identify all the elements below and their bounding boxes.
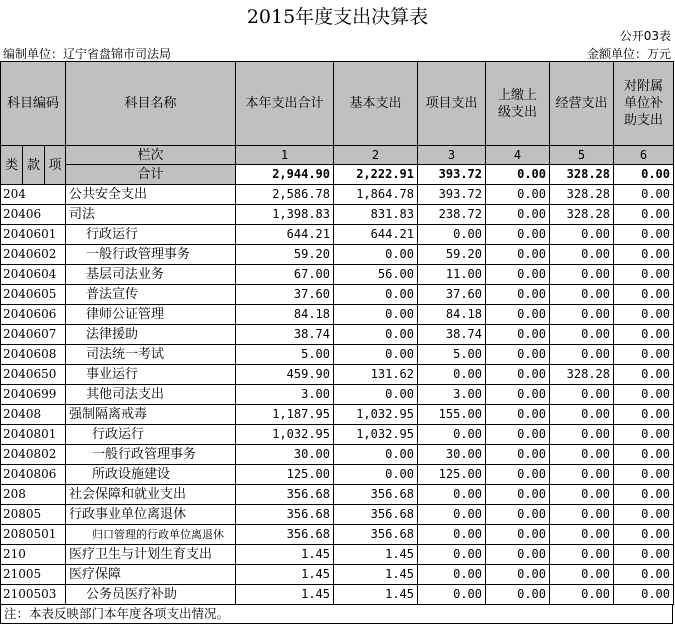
amount-cell: 30.00 (418, 445, 486, 465)
header-upper: 上缴上级支出 (486, 62, 550, 146)
amount-cell: 0.00 (486, 385, 550, 405)
amount-cell: 459.90 (236, 365, 334, 385)
amount-cell: 56.00 (334, 265, 418, 285)
amount-cell: 0.00 (418, 365, 486, 385)
amount-cell: 0.00 (614, 545, 674, 565)
subject-code: 2040605 (1, 285, 66, 305)
subject-code: 2040802 (1, 445, 66, 465)
amount-cell: 0.00 (418, 545, 486, 565)
amount-cell: 0.00 (486, 225, 550, 245)
report-title: 2015年度支出决算表 (246, 6, 429, 28)
amount-cell: 84.18 (418, 305, 486, 325)
header-subject-code: 科目编码 (1, 62, 66, 146)
table-row (1, 565, 674, 585)
column-number: 6 (614, 146, 674, 165)
amount-cell: 0.00 (614, 445, 674, 465)
amount-cell: 3.00 (418, 385, 486, 405)
header-total: 本年支出合计 (236, 62, 334, 146)
amount-cell: 1.45 (236, 585, 334, 605)
subject-code: 204 (1, 185, 66, 205)
amount-cell: 84.18 (236, 305, 334, 325)
amount-cell: 0.00 (418, 225, 486, 245)
amount-cell: 1.45 (236, 545, 334, 565)
footnote: 注：本表反映部门本年度各项支出情况。 (0, 604, 673, 624)
amount-cell: 0.00 (550, 385, 614, 405)
amount-cell: 1,032.95 (334, 425, 418, 445)
amount-cell: 0.00 (550, 245, 614, 265)
table-row (1, 405, 674, 425)
amount-cell: 0.00 (550, 545, 614, 565)
amount-cell: 356.68 (236, 485, 334, 505)
header-business: 经营支出 (550, 62, 614, 146)
table-row (1, 445, 674, 465)
amount-cell: 0.00 (334, 445, 418, 465)
subject-code: 208 (1, 485, 66, 505)
table-row (1, 545, 674, 565)
amount-cell: 1,032.95 (236, 425, 334, 445)
amount-cell: 1.45 (334, 585, 418, 605)
amount-cell: 155.00 (418, 405, 486, 425)
subject-name: 法律援助 (66, 325, 236, 345)
table-row (1, 485, 674, 505)
amount-cell: 0.00 (334, 325, 418, 345)
subject-name: 医疗保障 (66, 565, 236, 585)
subject-code: 2040806 (1, 465, 66, 485)
total-label: 合计 (66, 165, 236, 185)
amount-cell: 0.00 (334, 305, 418, 325)
table-row (1, 305, 674, 325)
amount-cell: 1,864.78 (334, 185, 418, 205)
subject-code: 2040607 (1, 325, 66, 345)
subject-code: 2040699 (1, 385, 66, 405)
amount-cell: 0.00 (614, 585, 674, 605)
amount-cell: 0.00 (486, 465, 550, 485)
amount-cell: 0.00 (550, 425, 614, 445)
amount-cell: 0.00 (486, 365, 550, 385)
amount-cell: 2,586.78 (236, 185, 334, 205)
amount-cell: 1.45 (334, 545, 418, 565)
header-lei: 类 (1, 146, 23, 185)
amount-cell: 328.28 (550, 205, 614, 225)
amount-cell: 0.00 (418, 525, 486, 545)
amount-cell: 0.00 (486, 525, 550, 545)
subject-name: 公务员医疗补助 (66, 585, 236, 605)
table-row (1, 385, 674, 405)
amount-cell: 0.00 (614, 205, 674, 225)
subject-name: 行政运行 (66, 425, 236, 445)
amount-cell: 0.00 (550, 405, 614, 425)
header-basic: 基本支出 (334, 62, 418, 146)
amount-cell: 59.20 (236, 245, 334, 265)
amount-cell: 0.00 (334, 465, 418, 485)
amount-cell: 0.00 (550, 525, 614, 545)
amount-cell: 0.00 (486, 305, 550, 325)
amount-cell: 0.00 (550, 225, 614, 245)
subject-name: 归口管理的行政单位离退休 (66, 525, 236, 545)
table-row (1, 205, 674, 225)
amount-cell: 0.00 (614, 525, 674, 545)
amount-cell: 1.45 (334, 565, 418, 585)
table-row (1, 465, 674, 485)
amount-cell: 0.00 (550, 325, 614, 345)
amount-cell: 0.00 (550, 345, 614, 365)
column-number: 3 (418, 146, 486, 165)
form-code: 公开03表 (619, 29, 671, 43)
amount-cell: 356.68 (334, 485, 418, 505)
amount-cell: 1,187.95 (236, 405, 334, 425)
amount-cell: 0.00 (486, 585, 550, 605)
amount-cell: 0.00 (550, 505, 614, 525)
subject-code: 2080501 (1, 525, 66, 545)
amount-cell: 30.00 (236, 445, 334, 465)
amount-cell: 0.00 (614, 405, 674, 425)
amount-cell: 644.21 (334, 225, 418, 245)
subject-name: 律师公证管理 (66, 305, 236, 325)
subject-name: 行政运行 (66, 225, 236, 245)
amount-cell: 0.00 (614, 285, 674, 305)
subject-name: 其他司法支出 (66, 385, 236, 405)
amount-cell: 131.62 (334, 365, 418, 385)
amount-cell: 0.00 (614, 365, 674, 385)
subject-name: 司法统一考试 (66, 345, 236, 365)
subject-code: 2040650 (1, 365, 66, 385)
amount-cell: 0.00 (614, 245, 674, 265)
table-row (1, 185, 674, 205)
amount-cell: 11.00 (418, 265, 486, 285)
table-row (1, 285, 674, 305)
table-row (1, 245, 674, 265)
amount-cell: 0.00 (486, 285, 550, 305)
table-row (1, 325, 674, 345)
compiling-unit: 编制单位：辽宁省盘锦市司法局 (3, 47, 172, 61)
amount-cell: 0.00 (614, 185, 674, 205)
table-row (1, 365, 674, 385)
subject-code: 20805 (1, 505, 66, 525)
total-value: 393.72 (418, 165, 486, 185)
amount-cell: 67.00 (236, 265, 334, 285)
amount-cell: 1,398.83 (236, 205, 334, 225)
amount-cell: 0.00 (614, 565, 674, 585)
subject-code: 20408 (1, 405, 66, 425)
amount-cell: 0.00 (486, 505, 550, 525)
amount-cell: 0.00 (486, 545, 550, 565)
subject-name: 普法宣传 (66, 285, 236, 305)
amount-cell: 0.00 (614, 265, 674, 285)
subject-name: 医疗卫生与计划生育支出 (66, 545, 236, 565)
amount-cell: 0.00 (550, 585, 614, 605)
column-number: 5 (550, 146, 614, 165)
amount-cell: 37.60 (236, 285, 334, 305)
amount-cell: 0.00 (334, 345, 418, 365)
amount-cell: 0.00 (486, 565, 550, 585)
amount-cell: 0.00 (486, 345, 550, 365)
column-number: 1 (236, 146, 334, 165)
amount-cell: 0.00 (550, 265, 614, 285)
table-row (1, 225, 674, 245)
total-value: 0.00 (486, 165, 550, 185)
header-row (1, 62, 674, 146)
subject-code: 2040608 (1, 345, 66, 365)
form-code-line (0, 27, 675, 45)
subject-code: 2040604 (1, 265, 66, 285)
amount-cell: 0.00 (334, 385, 418, 405)
table-row (1, 525, 674, 545)
amount-cell: 238.72 (418, 205, 486, 225)
header-kuan: 款 (23, 146, 45, 185)
subject-name: 社会保障和就业支出 (66, 485, 236, 505)
amount-cell: 0.00 (486, 485, 550, 505)
amount-cell: 0.00 (614, 225, 674, 245)
subject-code: 2040606 (1, 305, 66, 325)
amount-cell: 38.74 (418, 325, 486, 345)
amount-cell: 0.00 (614, 465, 674, 485)
amount-cell: 0.00 (418, 505, 486, 525)
amount-cell: 0.00 (550, 445, 614, 465)
table-row (1, 505, 674, 525)
table-row (1, 425, 674, 445)
amount-cell: 0.00 (550, 305, 614, 325)
amount-cell: 1.45 (236, 565, 334, 585)
amount-cell: 328.28 (550, 365, 614, 385)
amount-cell: 3.00 (236, 385, 334, 405)
amount-cell: 0.00 (486, 205, 550, 225)
subject-name: 基层司法业务 (66, 265, 236, 285)
total-value: 0.00 (614, 165, 674, 185)
header-subject-name: 科目名称 (66, 62, 236, 146)
amount-cell: 644.21 (236, 225, 334, 245)
amount-cell: 0.00 (334, 245, 418, 265)
amount-cell: 356.68 (236, 525, 334, 545)
subject-code: 2100503 (1, 585, 66, 605)
amount-cell: 0.00 (486, 265, 550, 285)
subject-code: 2040801 (1, 425, 66, 445)
amount-cell: 0.00 (550, 565, 614, 585)
amount-cell: 328.28 (550, 185, 614, 205)
subject-code: 21005 (1, 565, 66, 585)
amount-cell: 0.00 (614, 385, 674, 405)
amount-cell: 0.00 (418, 425, 486, 445)
subject-name: 公共安全支出 (66, 185, 236, 205)
header-xiang: 项 (45, 146, 66, 185)
header-subsidy: 对附属单位补助支出 (614, 62, 674, 146)
amount-cell: 0.00 (550, 485, 614, 505)
subject-code: 210 (1, 545, 66, 565)
column-number: 4 (486, 146, 550, 165)
amount-cell: 0.00 (614, 305, 674, 325)
total-value: 2,222.91 (334, 165, 418, 185)
amount-cell: 5.00 (236, 345, 334, 365)
amount-cell: 0.00 (486, 245, 550, 265)
column-number: 2 (334, 146, 418, 165)
table-row (1, 345, 674, 365)
subject-code: 20406 (1, 205, 66, 225)
amount-cell: 0.00 (550, 465, 614, 485)
amount-cell: 0.00 (418, 585, 486, 605)
subject-name: 强制隔离戒毒 (66, 405, 236, 425)
amount-cell: 125.00 (418, 465, 486, 485)
total-value: 328.28 (550, 165, 614, 185)
amount-cell: 0.00 (486, 325, 550, 345)
column-index-row (1, 146, 674, 165)
amount-cell: 37.60 (418, 285, 486, 305)
amount-cell: 0.00 (486, 185, 550, 205)
amount-cell: 0.00 (418, 565, 486, 585)
table-row (1, 585, 674, 605)
amount-cell: 38.74 (236, 325, 334, 345)
amount-cell: 0.00 (486, 445, 550, 465)
amount-cell: 0.00 (614, 325, 674, 345)
amount-unit: 金额单位：万元 (586, 47, 671, 61)
amount-cell: 0.00 (486, 425, 550, 445)
column-index-label: 栏次 (66, 146, 236, 165)
amount-cell: 1,032.95 (334, 405, 418, 425)
subject-name: 一般行政管理事务 (66, 445, 236, 465)
amount-cell: 393.72 (418, 185, 486, 205)
subject-code: 2040602 (1, 245, 66, 265)
amount-cell: 356.68 (334, 505, 418, 525)
amount-cell: 0.00 (614, 425, 674, 445)
subject-name: 一般行政管理事务 (66, 245, 236, 265)
amount-cell: 0.00 (614, 485, 674, 505)
expenditure-table (0, 61, 674, 605)
subject-name: 所政设施建设 (66, 465, 236, 485)
total-value: 2,944.90 (236, 165, 334, 185)
subject-name: 事业运行 (66, 365, 236, 385)
amount-cell: 0.00 (486, 405, 550, 425)
total-row (1, 165, 674, 185)
amount-cell: 356.68 (236, 505, 334, 525)
amount-cell: 59.20 (418, 245, 486, 265)
amount-cell: 0.00 (418, 485, 486, 505)
subject-name: 行政事业单位离退休 (66, 505, 236, 525)
header-project: 项目支出 (418, 62, 486, 146)
table-row (1, 265, 674, 285)
amount-cell: 0.00 (614, 345, 674, 365)
amount-cell: 0.00 (334, 285, 418, 305)
amount-cell: 831.83 (334, 205, 418, 225)
amount-cell: 0.00 (550, 285, 614, 305)
subject-code: 2040601 (1, 225, 66, 245)
subject-name: 司法 (66, 205, 236, 225)
amount-cell: 356.68 (334, 525, 418, 545)
amount-cell: 0.00 (614, 505, 674, 525)
amount-cell: 5.00 (418, 345, 486, 365)
amount-cell: 125.00 (236, 465, 334, 485)
